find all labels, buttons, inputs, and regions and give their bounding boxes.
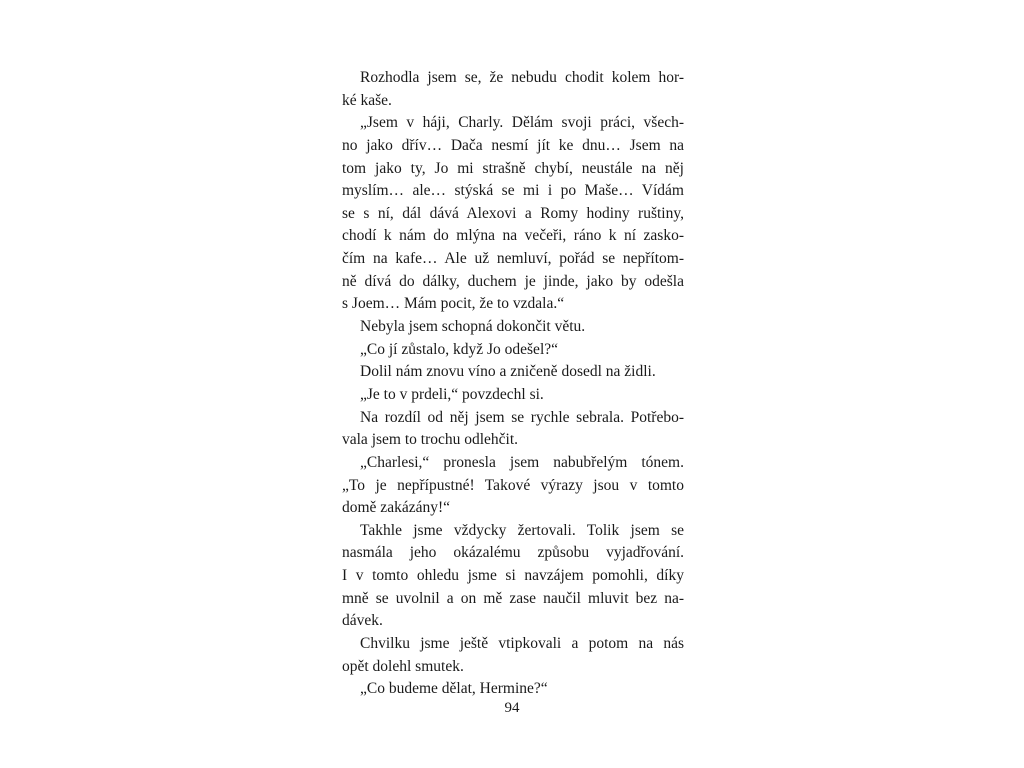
text-line: tom jako ty, Jo mi strašně chybí, neustále na něj [342, 159, 684, 177]
text-line: s Joem… Mám pocit, že to vzdala.“ [342, 295, 565, 313]
text-line: domě zakázány!“ [342, 499, 451, 517]
text-line: „Jsem v háji, Charly. Dělám svoji práci, všech- [360, 114, 684, 132]
text-line: ně dívá do dálky, duchem je jinde, jako by odešla [342, 272, 684, 290]
body-text [342, 67, 684, 701]
text-line: nasmála jeho okázalému způsobu vyjadřování. [342, 544, 684, 562]
text-line: Nebyla jsem schopná dokončit větu. [360, 318, 586, 336]
text-line: ké kaše. [342, 91, 392, 109]
text-line: Takhle jsme vždycky žertovali. Tolik jsem se [360, 521, 684, 539]
text-line: I v tomto ohledu jsme si navzájem pomohli, díky [342, 567, 684, 585]
text-line: čím na kafe… Ale už nemluví, pořád se nepřítom- [342, 250, 684, 268]
text-line: Chvilku jsme ještě vtipkovali a potom na nás [360, 635, 684, 653]
page-number: 94 [504, 700, 520, 716]
text-line: „Co budeme dělat, Hermine?“ [360, 680, 548, 698]
text-line: no jako dřív… Dača nesmí jít ke dnu… Jsem na [342, 136, 684, 154]
text-line: „Charlesi,“ pronesla jsem nabubřelým tónem. [360, 453, 684, 471]
text-line: mně se uvolnil a on mě zase naučil mluvit bez na- [342, 589, 684, 607]
text-line: dávek. [342, 612, 383, 630]
text-line: se s ní, dál dává Alexovi a Romy hodiny ruštiny, [342, 204, 684, 222]
text-line: myslím… ale… stýská se mi i po Maše… Vídám [342, 182, 684, 200]
text-line: „Je to v prdeli,“ povzdechl si. [360, 385, 544, 403]
text-line: vala jsem to trochu odlehčit. [342, 431, 519, 449]
text-line: chodí k nám do mlýna na večeři, ráno k ní zasko- [342, 227, 684, 245]
text-line: Na rozdíl od něj jsem se rychle sebrala. Potřebo- [360, 408, 684, 426]
text-line: Rozhodla jsem se, že nebudu chodit kolem hor- [360, 69, 684, 86]
text-line: opět dolehl smutek. [342, 657, 464, 675]
text-line: Dolil nám znovu víno a zničeně dosedl na židli. [360, 363, 656, 381]
text-line: „Co jí zůstalo, když Jo odešel?“ [360, 340, 559, 358]
text-line: „To je nepřípustné! Takové výrazy jsou v tomto [342, 476, 684, 494]
